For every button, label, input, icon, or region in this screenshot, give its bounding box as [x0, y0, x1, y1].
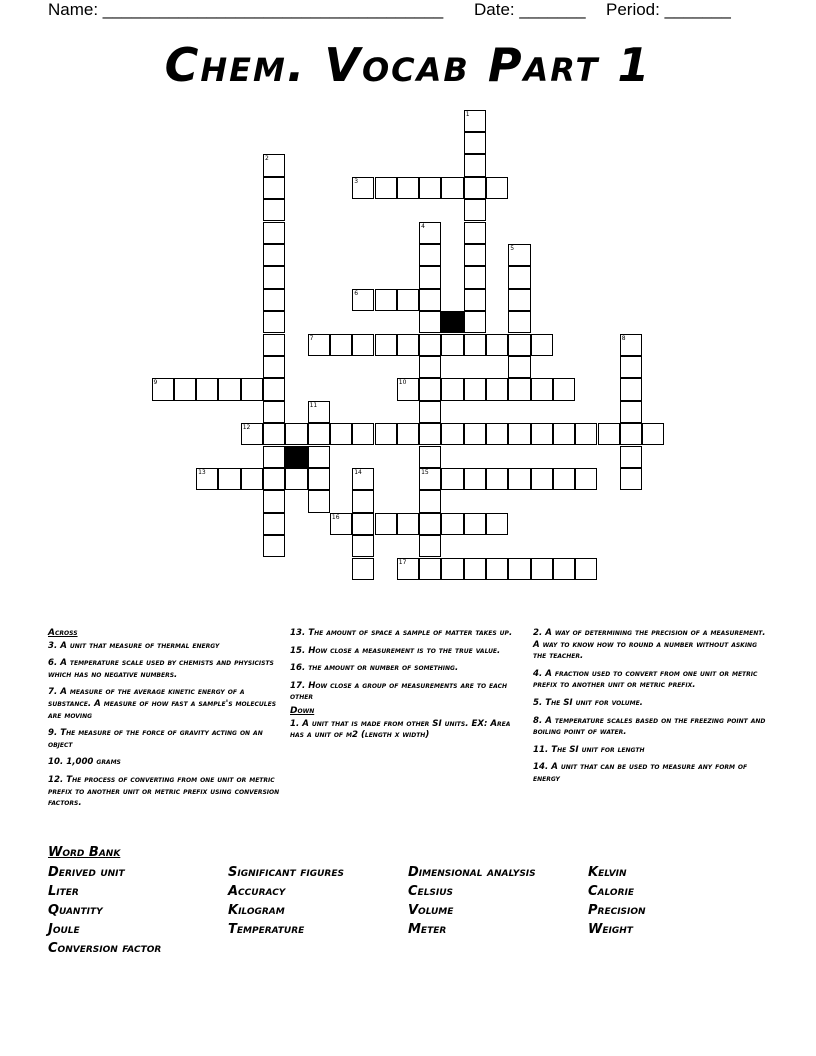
grid-cell[interactable] — [464, 266, 486, 288]
down-clue-14: 14. A unit that can be used to measure any form of energy — [533, 762, 748, 784]
black-square — [285, 446, 307, 468]
grid-cell[interactable] — [263, 334, 285, 356]
grid-cell[interactable] — [218, 378, 240, 400]
clue-number-17: 17 — [398, 558, 407, 566]
across-clue-10: 10. 1,000 grams — [48, 757, 121, 768]
grid-cell[interactable] — [642, 423, 664, 445]
across-clue-6: 6. A temperature scale used by chemists and physicists which has no negative numbers. — [48, 658, 274, 680]
grid-cell[interactable] — [308, 490, 330, 512]
grid-cell[interactable] — [419, 356, 441, 378]
word-bank-item: Kilogram — [228, 903, 285, 918]
word-bank-item: Celsius — [408, 884, 454, 899]
word-bank-item: Meter — [408, 922, 447, 937]
grid-cell[interactable] — [419, 289, 441, 311]
down-clue-8: 8. A temperature scales based on the freezing point and boiling point of water. — [533, 715, 766, 738]
down-clue-2: 2. A way of determining the precision of a measurement. A way to know how to round a number without asking the teacher. — [533, 628, 766, 662]
word-bank-column-4 — [588, 863, 646, 939]
grid-cell[interactable] — [375, 423, 397, 445]
grid-cell[interactable] — [486, 423, 508, 445]
grid-cell[interactable] — [553, 558, 575, 580]
grid-cell[interactable] — [553, 468, 575, 490]
grid-cell[interactable] — [464, 334, 486, 356]
word-bank-column-2 — [228, 863, 344, 939]
grid-cell[interactable] — [419, 490, 441, 512]
word-bank-item: Quantity — [48, 903, 103, 918]
grid-cell[interactable] — [441, 334, 463, 356]
grid-cell[interactable] — [486, 468, 508, 490]
grid-cell[interactable] — [285, 423, 307, 445]
grid-cell[interactable] — [531, 334, 553, 356]
date-field[interactable]: Date: _______ — [474, 0, 586, 19]
word-bank-item: Conversion factor — [48, 941, 162, 956]
grid-cell[interactable] — [531, 468, 553, 490]
down-heading: Down — [290, 705, 315, 716]
down-clue-4: 4. A fraction used to convert from one unit or metric prefix to another unit or metric prefix. — [533, 668, 758, 691]
grid-cell[interactable] — [419, 535, 441, 557]
grid-cell[interactable] — [441, 177, 463, 199]
word-bank-column-1 — [48, 863, 161, 958]
across-clue-3: 3. A unit that measure of thermal energy — [48, 640, 220, 651]
grid-cell[interactable] — [263, 490, 285, 512]
grid-cell[interactable] — [464, 132, 486, 154]
grid-cell[interactable] — [508, 468, 530, 490]
grid-cell[interactable] — [464, 244, 486, 266]
grid-cell[interactable] — [375, 289, 397, 311]
grid-cell[interactable] — [531, 423, 553, 445]
grid-cell[interactable] — [508, 378, 530, 400]
grid-cell[interactable] — [464, 513, 486, 535]
across-clue-9: 9. The measure of the force of gravity acting on an object — [48, 728, 263, 750]
grid-cell[interactable] — [508, 311, 530, 333]
grid-cell[interactable] — [419, 513, 441, 535]
grid-cell[interactable] — [263, 222, 285, 244]
clue-number-11: 11 — [309, 401, 318, 409]
word-bank-item: Temperature — [228, 922, 305, 937]
grid-cell[interactable] — [419, 177, 441, 199]
clue-number-7: 7 — [309, 334, 314, 342]
grid-cell[interactable] — [263, 401, 285, 423]
grid-cell[interactable] — [419, 558, 441, 580]
grid-cell[interactable] — [330, 334, 352, 356]
grid-cell[interactable] — [419, 423, 441, 445]
clue-number-16: 16 — [331, 513, 340, 521]
period-field[interactable]: Period: _______ — [606, 0, 731, 19]
black-square — [441, 311, 463, 333]
grid-cell[interactable] — [263, 446, 285, 468]
word-bank-item: Derived unit — [48, 865, 125, 880]
across-heading: Across — [48, 628, 78, 638]
across-clue-16: 16. the amount or number of something. — [290, 663, 459, 674]
grid-cell[interactable] — [241, 468, 263, 490]
down-clue-5: 5. The SI unit for volume. — [533, 697, 643, 708]
grid-cell[interactable] — [441, 378, 463, 400]
grid-cell[interactable] — [620, 356, 642, 378]
word-bank-item: Accuracy — [228, 884, 286, 899]
grid-cell[interactable] — [352, 558, 374, 580]
grid-cell[interactable] — [196, 378, 218, 400]
clue-number-10: 10 — [398, 379, 407, 387]
grid-cell[interactable] — [285, 468, 307, 490]
grid-cell[interactable] — [508, 356, 530, 378]
grid-cell[interactable] — [263, 378, 285, 400]
grid-cell[interactable] — [397, 423, 419, 445]
across-clue-12: 12. The process of converting from one unit or metric prefix to another unit or metric prefix using conversion factors. — [48, 774, 280, 809]
name-field[interactable]: Name: ____________________________________ — [48, 0, 444, 19]
clue-number-4: 4 — [421, 222, 425, 230]
grid-cell[interactable] — [263, 289, 285, 311]
clue-number-2: 2 — [265, 155, 269, 163]
clue-number-3: 3 — [354, 177, 359, 185]
grid-cell[interactable] — [419, 446, 441, 468]
grid-cell[interactable] — [464, 222, 486, 244]
grid-cell[interactable] — [352, 535, 374, 557]
grid-cell[interactable] — [263, 356, 285, 378]
grid-cell[interactable] — [464, 378, 486, 400]
clue-number-1: 1 — [465, 110, 470, 118]
grid-cell[interactable] — [352, 334, 374, 356]
grid-cell[interactable] — [464, 199, 486, 221]
grid-cell[interactable] — [575, 423, 597, 445]
grid-cell[interactable] — [263, 535, 285, 557]
grid-cell[interactable] — [508, 289, 530, 311]
clues-column-3 — [533, 628, 773, 792]
grid-cell[interactable] — [263, 244, 285, 266]
clue-number-9: 9 — [153, 379, 158, 387]
word-bank-item: Dimensional analysis — [408, 865, 536, 880]
grid-cell[interactable] — [508, 423, 530, 445]
grid-cell[interactable] — [263, 311, 285, 333]
down-clue-1: 1. A unit that is made from other SI units. EX: Area has a unit of m2 (length x width) — [290, 718, 511, 741]
grid-cell[interactable] — [464, 558, 486, 580]
word-bank-item: Significant figures — [228, 865, 344, 880]
word-bank-title: Word Bank — [48, 845, 121, 860]
grid-cell[interactable] — [486, 513, 508, 535]
clues-column-1 — [48, 628, 280, 816]
down-clue-11: 11. The SI unit for length — [533, 744, 645, 755]
page-title: Chem. Vocab Part 1 — [164, 38, 652, 92]
grid-cell[interactable] — [419, 378, 441, 400]
grid-cell[interactable] — [308, 423, 330, 445]
clue-number-13: 13 — [198, 468, 206, 476]
grid-cell[interactable] — [241, 378, 263, 400]
grid-cell[interactable] — [553, 423, 575, 445]
grid-cell[interactable] — [620, 423, 642, 445]
word-bank-column-3 — [408, 863, 536, 939]
word-bank-item: Calorie — [588, 884, 634, 899]
grid-cell[interactable] — [397, 513, 419, 535]
word-bank-item: Weight — [588, 922, 633, 937]
clue-number-14: 14 — [354, 468, 362, 476]
grid-cell[interactable] — [575, 468, 597, 490]
grid-cell[interactable] — [419, 244, 441, 266]
across-clue-17: 17. How close a group of measurements are to each other — [290, 680, 508, 703]
grid-cell[interactable] — [553, 378, 575, 400]
grid-cell[interactable] — [486, 558, 508, 580]
grid-cell[interactable] — [441, 423, 463, 445]
grid-cell[interactable] — [486, 378, 508, 400]
grid-cell[interactable] — [508, 558, 530, 580]
grid-cell[interactable] — [397, 334, 419, 356]
grid-cell[interactable] — [441, 513, 463, 535]
grid-cell[interactable] — [464, 154, 486, 176]
grid-cell[interactable] — [419, 266, 441, 288]
word-bank-item: Liter — [48, 884, 79, 899]
grid-cell[interactable] — [620, 378, 642, 400]
grid-cell[interactable] — [464, 311, 486, 333]
grid-cell[interactable] — [308, 446, 330, 468]
grid-cell[interactable] — [263, 266, 285, 288]
grid-cell[interactable] — [620, 468, 642, 490]
word-bank-item: Joule — [48, 922, 80, 937]
grid-cell[interactable] — [531, 378, 553, 400]
clue-number-12: 12 — [242, 424, 251, 432]
grid-cell[interactable] — [508, 266, 530, 288]
grid-cell[interactable] — [308, 468, 330, 490]
grid-cell[interactable] — [352, 423, 374, 445]
clues-column-2 — [290, 628, 522, 748]
grid-cell[interactable] — [441, 468, 463, 490]
grid-cell[interactable] — [464, 423, 486, 445]
grid-cell[interactable] — [620, 401, 642, 423]
grid-cell[interactable] — [464, 177, 486, 199]
grid-cell[interactable] — [375, 334, 397, 356]
grid-cell[interactable] — [263, 513, 285, 535]
grid-cell[interactable] — [531, 558, 553, 580]
clue-number-8: 8 — [621, 334, 626, 342]
grid-cell[interactable] — [263, 177, 285, 199]
grid-cell[interactable] — [419, 401, 441, 423]
grid-cell[interactable] — [218, 468, 240, 490]
grid-cell[interactable] — [375, 513, 397, 535]
grid-cell[interactable] — [330, 423, 352, 445]
across-clue-7: 7. A measure of the average kinetic energy of a substance. A measure of how fast a sample's molecules are moving — [48, 687, 277, 721]
grid-cell[interactable] — [598, 423, 620, 445]
grid-cell[interactable] — [419, 311, 441, 333]
word-bank-item: Kelvin — [588, 865, 627, 880]
grid-cell[interactable] — [464, 289, 486, 311]
grid-cell[interactable] — [375, 177, 397, 199]
grid-cell[interactable] — [486, 177, 508, 199]
grid-cell[interactable] — [441, 558, 463, 580]
grid-cell[interactable] — [620, 446, 642, 468]
grid-cell[interactable] — [263, 199, 285, 221]
grid-cell[interactable] — [263, 468, 285, 490]
grid-cell[interactable] — [508, 334, 530, 356]
grid-cell[interactable] — [352, 490, 374, 512]
clue-number-15: 15 — [421, 468, 429, 476]
word-bank-item: Precision — [588, 903, 646, 918]
word-bank-item: Volume — [408, 903, 454, 918]
across-clue-13: 13. The amount of space a sample of matter takes up. — [290, 628, 513, 638]
grid-cell[interactable] — [174, 378, 196, 400]
grid-cell[interactable] — [486, 334, 508, 356]
grid-cell[interactable] — [464, 468, 486, 490]
across-clue-15: 15. How close a measurement is to the true value. — [290, 645, 501, 656]
clue-number-5: 5 — [510, 244, 515, 252]
grid-cell[interactable] — [263, 423, 285, 445]
grid-cell[interactable] — [352, 513, 374, 535]
grid-cell[interactable] — [397, 289, 419, 311]
grid-cell[interactable] — [397, 177, 419, 199]
grid-cell[interactable] — [575, 558, 597, 580]
clue-number-6: 6 — [354, 289, 359, 297]
grid-cell[interactable] — [419, 334, 441, 356]
